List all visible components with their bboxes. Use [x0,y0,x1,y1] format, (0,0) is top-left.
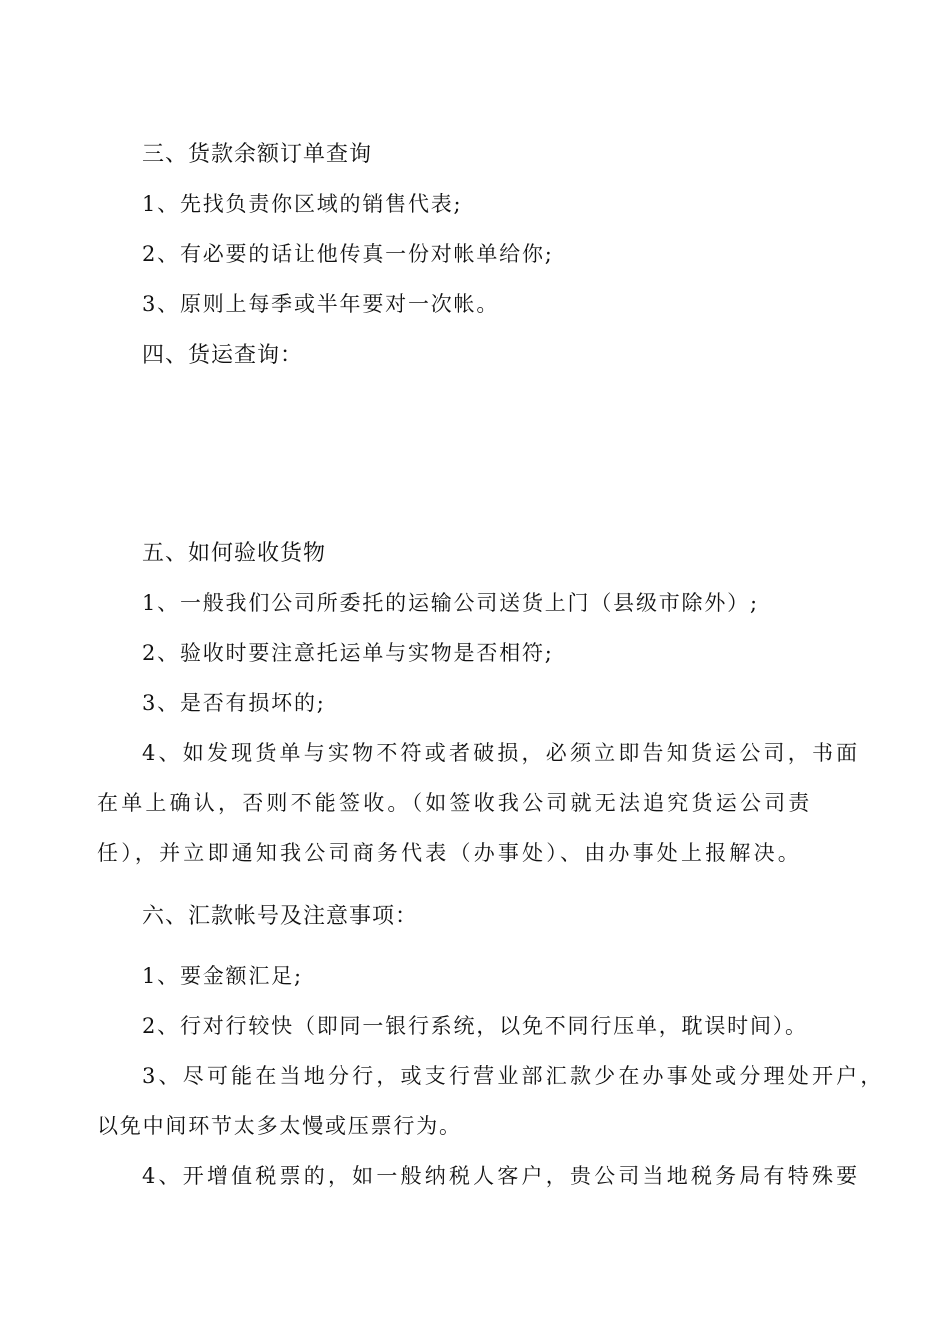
section-3-title: 三、货款余额订单查询 [142,142,373,167]
section-6-title: 六、汇款帐号及注意事项： [142,904,419,929]
section-3-item-1: 1、先找负责你区域的销售代表; [142,192,463,216]
section-6-item-3-line-1: 3、尽可能在当地分行，或支行营业部汇款少在办事处或分理处开户， [142,1064,885,1088]
section-5-item-2: 2、验收时要注意托运单与实物是否相符; [142,641,554,665]
section-6-item-3-line-2: 以免中间环节太多太慢或压票行为。 [97,1114,462,1138]
section-5-item-1: 1、一般我们公司所委托的运输公司送货上门（县级市除外）; [142,591,759,615]
section-6-item-4-line-1: 4、开增值税票的，如一般纳税人客户，贵公司当地税务局有特殊要 [142,1164,861,1188]
section-5-item-4-line-2: 在单上确认，否则不能签收。（如签收我公司就无法追究货运公司责 [97,791,813,815]
section-3-item-3: 3、原则上每季或半年要对一次帐。 [142,292,500,316]
section-6-item-1: 1、要金额汇足; [142,964,303,988]
section-5-item-4-line-3: 任），并立即通知我公司商务代表（办事处）、由办事处上报解决。 [97,841,802,865]
section-4-title: 四、货运查询： [142,343,304,368]
section-6-item-2: 2、行对行较快（即同一银行系统，以免不同行压单，耽误时间）。 [142,1014,808,1038]
section-3-item-2: 2、有必要的话让他传真一份对帐单给你; [142,242,554,266]
section-5-title: 五、如何验收货物 [142,541,327,566]
section-5-item-3: 3、是否有损坏的; [142,691,326,715]
section-5-item-4-line-1: 4、如发现货单与实物不符或者破损，必须立即告知货运公司，书面 [142,741,861,765]
